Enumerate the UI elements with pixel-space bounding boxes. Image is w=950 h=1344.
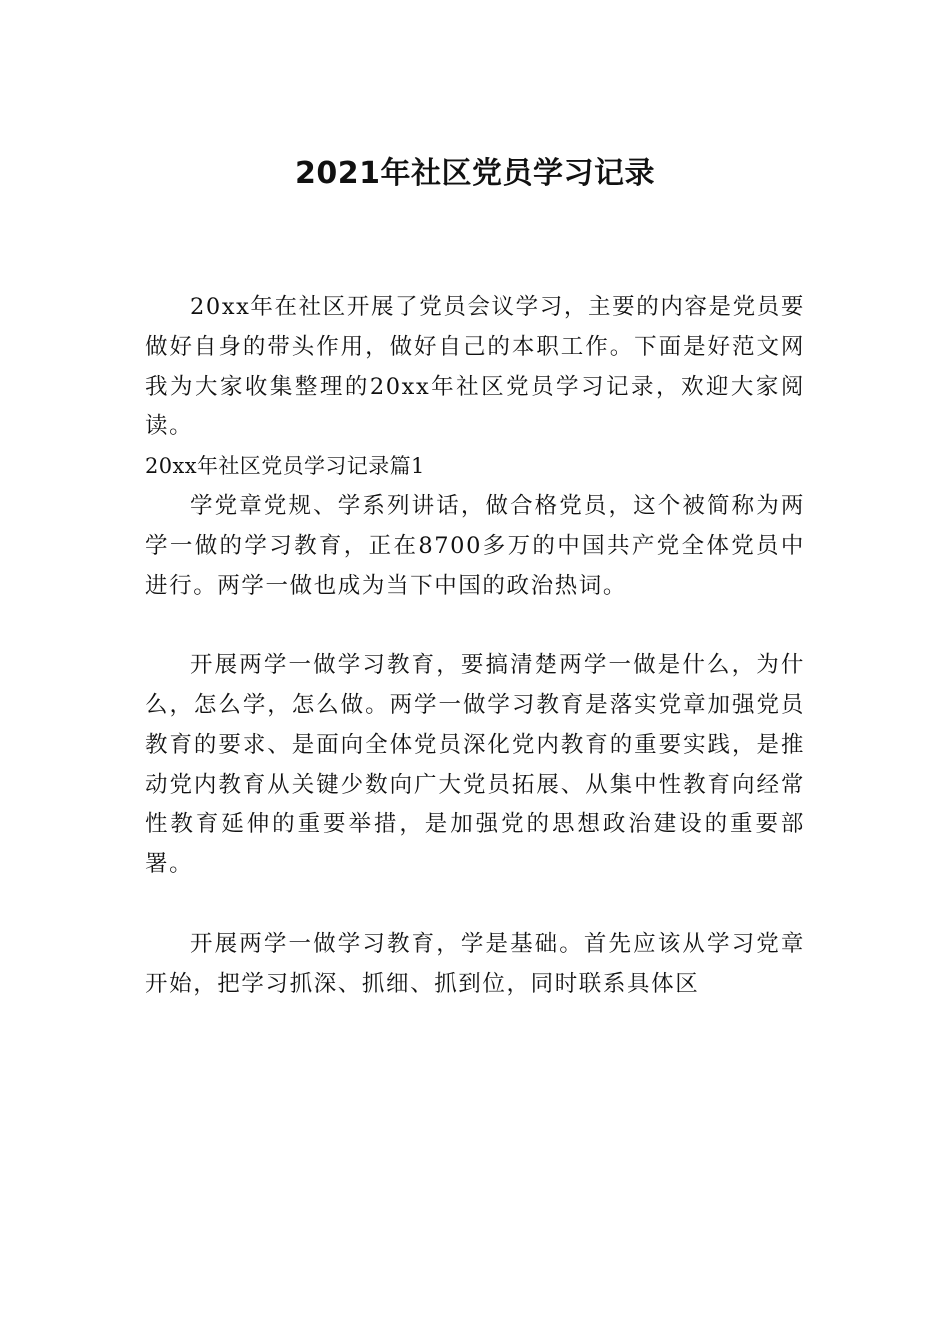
document-body — [145, 288, 805, 1004]
paragraph-spacer — [145, 885, 805, 925]
paragraph-spacer — [145, 606, 805, 646]
document-title: 2021年社区党员学习记录 — [295, 156, 655, 192]
body-paragraph-2: 开展两学一做学习教育，要搞清楚两学一做是什么，为什么，怎么学，怎么做。两学一做学习教育是落实党章加强党员教育的要求、是面向全体党员深化党内教育的重要实践，是推动党内教育从关键少数向广大党员拓展、从集中性教育向经常性教育延伸的重要举措，是加强党的思想政治建设的重要部署。 — [145, 652, 805, 878]
body-paragraph-1: 学党章党规、学系列讲话，做合格党员，这个被简称为两学一做的学习教育，正在8700多万的中国共产党全体党员中进行。两学一做也成为当下中国的政治热词。 — [145, 492, 805, 599]
body-paragraph-3: 开展两学一做学习教育，学是基础。首先应该从学习党章开始，把学习抓深、抓细、抓到位，同时联系具体区 — [145, 930, 805, 997]
section-heading: 20xx年社区党员学习记录篇1 — [145, 454, 425, 479]
intro-paragraph: 20xx年在社区开展了党员会议学习，主要的内容是党员要做好自身的带头作用，做好自己的本职工作。下面是好范文网我为大家收集整理的20xx年社区党员学习记录，欢迎大家阅读。 — [145, 294, 805, 440]
